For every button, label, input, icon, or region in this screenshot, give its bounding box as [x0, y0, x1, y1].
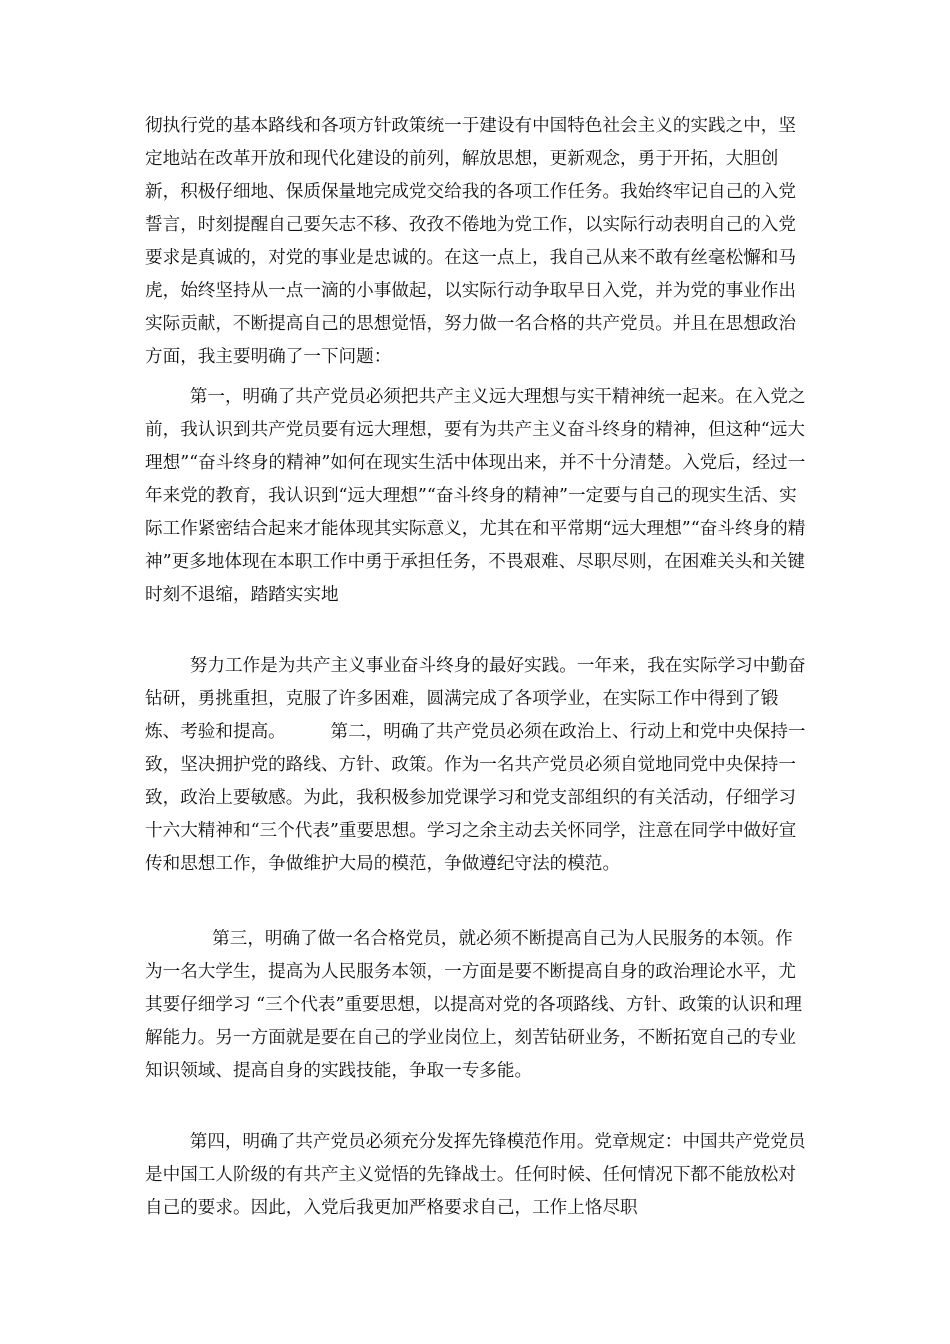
paragraph-1: 彻执行党的基本路线和各项方针政策统一于建设有中国特色社会主义的实践之中，坚定地站在改革开放和现代化建设的前列，解放思想，更新观念，勇于开拓，大胆创新，积极仔细地、保质保量地完成党交给我的各项工作任务。我始终牢记自己的入党誓言，时刻提醒自己要矢志不移、孜孜不倦地为党工作，以实际行动表明自己的入党要求是真诚的，对党的事业是忠诚的。在这一点上，我自己从来不敢有丝毫松懈和马虎，始终坚持从一点一滴的小事做起，以实际行动争取早日入党，并为党的事业作出实际贡献，不断提高自己的思想觉悟，努力做一名合格的共产党员。并且在思想政治方面，我主要明确了一下问题： — [145, 116, 796, 367]
paragraph-4: 第三，明确了做一名合格党员，就必须不断提高自己为人民服务的本领。作为一名大学生，提高为人民服务本领，一方面是要不断提高自身的政治理论水平，尤其要仔细学习 “三个代表”重要思想，以提高对党的各项路线、方针、政策的认识和理解能力。另一方面就是要在自己的学业岗位上，刻苦钻研业务，不断拓宽自己的专业知识领域、提高自身的实践技能，争取一专多能。 — [145, 929, 802, 1081]
paragraph-2: 第一，明确了共产党员必须把共产主义远大理想与实干精神统一起来。在入党之前，我认识到共产党员要有远大理想，要有为共产主义奋斗终身的精神，但这种“远大理想”“奋斗终身的精神”如何在现实生活中体现出来，并不十分清楚。入党后，经过一年来党的教育，我认识到“远大理想”“奋斗终身的精神”一定要与自己的现实生活、实际工作紧密结合起来才能体现其实际意义，尤其在和平常期“远大理想”“奋斗终身的精神”更多地体现在本职工作中勇于承担任务，不畏艰难、尽职尽则，在困难关头和关键时刻不退缩，踏踏实实地 — [145, 387, 806, 605]
paragraph-3: 努力工作是为共产主义事业奋斗终身的最好实践。一年来，我在实际学习中勤奋钻研，勇挑重担，克服了许多困难，圆满完成了各项学业，在实际工作中得到了锻炼、考验和提高。 第二，明确了共产党员必须在政治上、行动上和党中央保持一致，坚决拥护党的路线、方针、政策。作为一名共产党员必须自觉地同党中央保持一致，政治上要敏感。为此，我积极参加党课学习和党支部组织的有关活动，仔细学习十六大精神和“三个代表”重要思想。学习之余主动去关怀同学，注意在同学中做好宣传和思想工作，争做维护大局的模范，争做遵纪守法的模范。 — [145, 656, 806, 874]
paragraph-5: 第四，明确了共产党员必须充分发挥先锋模范作用。党章规定：中国共产党党员是中国工人阶级的有共产主义觉悟的先锋战士。任何时候、任何情况下都不能放松对自己的要求。因此，入党后我更加严格要求自己，工作上恪尽职 — [145, 1132, 806, 1218]
